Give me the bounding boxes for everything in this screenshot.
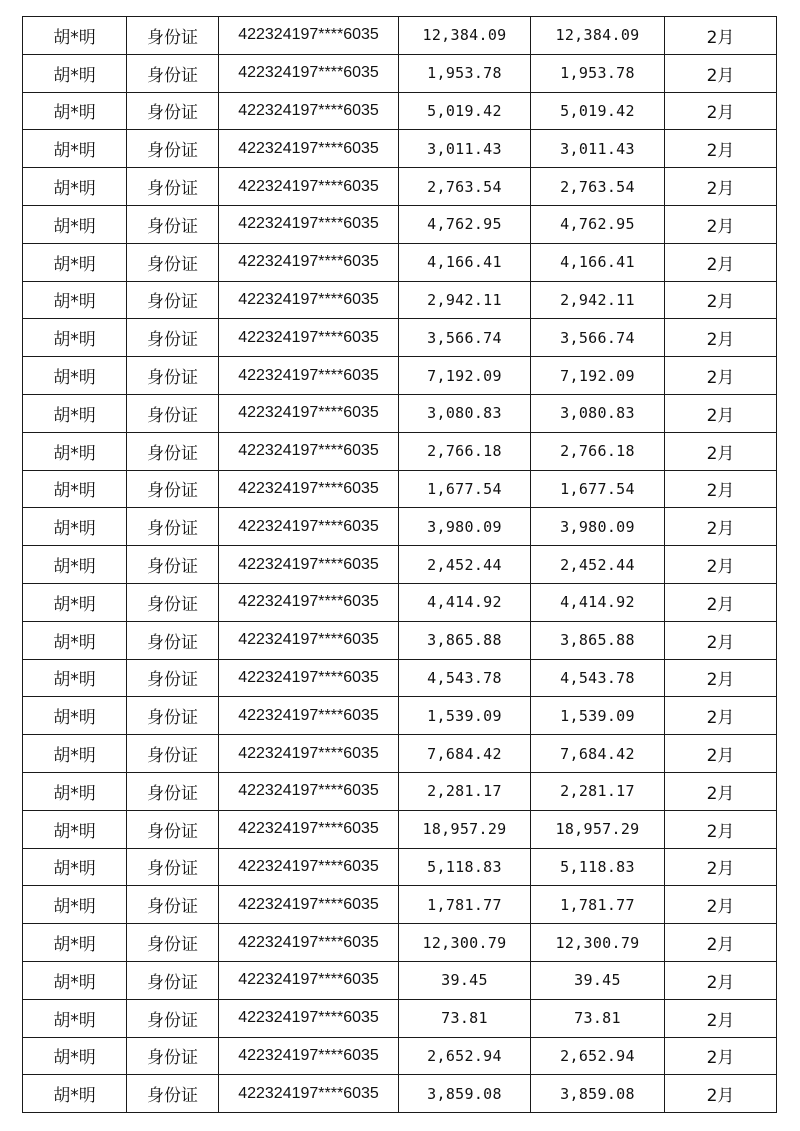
name-cell: 胡*明 — [23, 470, 127, 508]
amount-cell: 2,652.94 — [531, 1037, 665, 1075]
id-type-cell: 身份证 — [127, 470, 219, 508]
id-number-cell: 422324197****6035 — [219, 697, 399, 735]
amount-cell: 3,980.09 — [399, 508, 531, 546]
id-type-cell: 身份证 — [127, 1037, 219, 1075]
amount-cell: 2,763.54 — [531, 168, 665, 206]
month-cell: 2月 — [665, 961, 777, 999]
month-cell: 2月 — [665, 281, 777, 319]
table-row — [23, 168, 777, 206]
amount-cell: 1,953.78 — [531, 54, 665, 92]
amount-cell: 3,566.74 — [399, 319, 531, 357]
amount-cell: 5,118.83 — [399, 848, 531, 886]
id-type-cell: 身份证 — [127, 281, 219, 319]
amount-cell: 73.81 — [531, 999, 665, 1037]
amount-cell: 4,543.78 — [399, 659, 531, 697]
table-row — [23, 886, 777, 924]
table-row — [23, 1075, 777, 1113]
month-cell: 2月 — [665, 17, 777, 55]
id-type-cell: 身份证 — [127, 697, 219, 735]
id-type-cell: 身份证 — [127, 508, 219, 546]
amount-cell: 2,942.11 — [531, 281, 665, 319]
name-cell: 胡*明 — [23, 54, 127, 92]
id-number-cell: 422324197****6035 — [219, 659, 399, 697]
id-type-cell: 身份证 — [127, 546, 219, 584]
table-row — [23, 659, 777, 697]
id-number-cell: 422324197****6035 — [219, 848, 399, 886]
amount-cell: 1,677.54 — [531, 470, 665, 508]
table-row — [23, 394, 777, 432]
month-cell: 2月 — [665, 168, 777, 206]
name-cell: 胡*明 — [23, 924, 127, 962]
table-row — [23, 17, 777, 55]
table-row — [23, 848, 777, 886]
amount-cell: 3,011.43 — [399, 130, 531, 168]
month-cell: 2月 — [665, 54, 777, 92]
id-type-cell: 身份证 — [127, 810, 219, 848]
amount-cell: 18,957.29 — [531, 810, 665, 848]
table-row — [23, 1037, 777, 1075]
amount-cell: 2,766.18 — [399, 432, 531, 470]
amount-cell: 4,762.95 — [531, 205, 665, 243]
id-number-cell: 422324197****6035 — [219, 205, 399, 243]
table-row — [23, 281, 777, 319]
month-cell: 2月 — [665, 697, 777, 735]
name-cell: 胡*明 — [23, 621, 127, 659]
id-type-cell: 身份证 — [127, 886, 219, 924]
id-type-cell: 身份证 — [127, 357, 219, 395]
amount-cell: 1,781.77 — [531, 886, 665, 924]
amount-cell: 4,414.92 — [531, 583, 665, 621]
id-number-cell: 422324197****6035 — [219, 243, 399, 281]
name-cell: 胡*明 — [23, 281, 127, 319]
amount-cell: 5,019.42 — [531, 92, 665, 130]
name-cell: 胡*明 — [23, 17, 127, 55]
amount-cell: 12,384.09 — [531, 17, 665, 55]
table-row — [23, 735, 777, 773]
amount-cell: 12,300.79 — [531, 924, 665, 962]
month-cell: 2月 — [665, 999, 777, 1037]
amount-cell: 2,281.17 — [399, 772, 531, 810]
name-cell: 胡*明 — [23, 432, 127, 470]
table-row — [23, 508, 777, 546]
name-cell: 胡*明 — [23, 1037, 127, 1075]
id-type-cell: 身份证 — [127, 621, 219, 659]
amount-cell: 39.45 — [531, 961, 665, 999]
id-type-cell: 身份证 — [127, 924, 219, 962]
amount-cell: 3,859.08 — [399, 1075, 531, 1113]
table-row — [23, 772, 777, 810]
id-type-cell: 身份证 — [127, 772, 219, 810]
table-row — [23, 54, 777, 92]
amount-cell: 4,543.78 — [531, 659, 665, 697]
amount-cell: 1,781.77 — [399, 886, 531, 924]
id-number-cell: 422324197****6035 — [219, 92, 399, 130]
name-cell: 胡*明 — [23, 394, 127, 432]
amount-cell: 3,566.74 — [531, 319, 665, 357]
name-cell: 胡*明 — [23, 205, 127, 243]
month-cell: 2月 — [665, 92, 777, 130]
month-cell: 2月 — [665, 1037, 777, 1075]
month-cell: 2月 — [665, 546, 777, 584]
id-number-cell: 422324197****6035 — [219, 432, 399, 470]
table-row — [23, 621, 777, 659]
id-number-cell: 422324197****6035 — [219, 508, 399, 546]
month-cell: 2月 — [665, 810, 777, 848]
amount-cell: 3,865.88 — [399, 621, 531, 659]
id-number-cell: 422324197****6035 — [219, 168, 399, 206]
id-type-cell: 身份证 — [127, 659, 219, 697]
amount-cell: 3,080.83 — [399, 394, 531, 432]
id-number-cell: 422324197****6035 — [219, 1075, 399, 1113]
amount-cell: 7,684.42 — [531, 735, 665, 773]
name-cell: 胡*明 — [23, 357, 127, 395]
name-cell: 胡*明 — [23, 546, 127, 584]
id-number-cell: 422324197****6035 — [219, 281, 399, 319]
id-number-cell: 422324197****6035 — [219, 961, 399, 999]
table-row — [23, 357, 777, 395]
table-row — [23, 205, 777, 243]
name-cell: 胡*明 — [23, 697, 127, 735]
month-cell: 2月 — [665, 470, 777, 508]
name-cell: 胡*明 — [23, 508, 127, 546]
month-cell: 2月 — [665, 583, 777, 621]
name-cell: 胡*明 — [23, 735, 127, 773]
month-cell: 2月 — [665, 1075, 777, 1113]
table-row — [23, 92, 777, 130]
amount-cell: 2,766.18 — [531, 432, 665, 470]
id-type-cell: 身份证 — [127, 319, 219, 357]
name-cell: 胡*明 — [23, 583, 127, 621]
id-type-cell: 身份证 — [127, 17, 219, 55]
amount-cell: 3,080.83 — [531, 394, 665, 432]
month-cell: 2月 — [665, 130, 777, 168]
name-cell: 胡*明 — [23, 810, 127, 848]
table-row — [23, 243, 777, 281]
id-number-cell: 422324197****6035 — [219, 17, 399, 55]
month-cell: 2月 — [665, 735, 777, 773]
id-type-cell: 身份证 — [127, 243, 219, 281]
id-type-cell: 身份证 — [127, 54, 219, 92]
amount-cell: 2,942.11 — [399, 281, 531, 319]
amount-cell: 2,452.44 — [399, 546, 531, 584]
id-number-cell: 422324197****6035 — [219, 621, 399, 659]
month-cell: 2月 — [665, 924, 777, 962]
month-cell: 2月 — [665, 319, 777, 357]
amount-cell: 5,118.83 — [531, 848, 665, 886]
id-type-cell: 身份证 — [127, 432, 219, 470]
amount-cell: 2,763.54 — [399, 168, 531, 206]
month-cell: 2月 — [665, 394, 777, 432]
id-number-cell: 422324197****6035 — [219, 735, 399, 773]
id-type-cell: 身份证 — [127, 961, 219, 999]
name-cell: 胡*明 — [23, 92, 127, 130]
amount-cell: 1,539.09 — [399, 697, 531, 735]
amount-cell: 3,865.88 — [531, 621, 665, 659]
month-cell: 2月 — [665, 243, 777, 281]
id-number-cell: 422324197****6035 — [219, 319, 399, 357]
name-cell: 胡*明 — [23, 130, 127, 168]
name-cell: 胡*明 — [23, 319, 127, 357]
id-number-cell: 422324197****6035 — [219, 394, 399, 432]
id-number-cell: 422324197****6035 — [219, 924, 399, 962]
id-type-cell: 身份证 — [127, 1075, 219, 1113]
amount-cell: 2,652.94 — [399, 1037, 531, 1075]
amount-cell: 3,011.43 — [531, 130, 665, 168]
amount-cell: 4,166.41 — [399, 243, 531, 281]
month-cell: 2月 — [665, 357, 777, 395]
name-cell: 胡*明 — [23, 886, 127, 924]
id-number-cell: 422324197****6035 — [219, 1037, 399, 1075]
name-cell: 胡*明 — [23, 848, 127, 886]
records-table — [22, 16, 777, 1113]
amount-cell: 12,384.09 — [399, 17, 531, 55]
name-cell: 胡*明 — [23, 772, 127, 810]
amount-cell: 4,414.92 — [399, 583, 531, 621]
amount-cell: 2,452.44 — [531, 546, 665, 584]
name-cell: 胡*明 — [23, 168, 127, 206]
id-number-cell: 422324197****6035 — [219, 810, 399, 848]
amount-cell: 1,677.54 — [399, 470, 531, 508]
table-row — [23, 432, 777, 470]
id-type-cell: 身份证 — [127, 735, 219, 773]
id-number-cell: 422324197****6035 — [219, 772, 399, 810]
id-type-cell: 身份证 — [127, 848, 219, 886]
amount-cell: 4,166.41 — [531, 243, 665, 281]
id-type-cell: 身份证 — [127, 168, 219, 206]
name-cell: 胡*明 — [23, 999, 127, 1037]
amount-cell: 73.81 — [399, 999, 531, 1037]
id-type-cell: 身份证 — [127, 92, 219, 130]
amount-cell: 12,300.79 — [399, 924, 531, 962]
amount-cell: 39.45 — [399, 961, 531, 999]
table-row — [23, 697, 777, 735]
table-row — [23, 130, 777, 168]
table-row — [23, 810, 777, 848]
id-type-cell: 身份证 — [127, 394, 219, 432]
amount-cell: 7,684.42 — [399, 735, 531, 773]
id-type-cell: 身份证 — [127, 205, 219, 243]
month-cell: 2月 — [665, 886, 777, 924]
records-table-body — [23, 17, 777, 1113]
amount-cell: 18,957.29 — [399, 810, 531, 848]
table-row — [23, 470, 777, 508]
name-cell: 胡*明 — [23, 1075, 127, 1113]
id-number-cell: 422324197****6035 — [219, 886, 399, 924]
table-row — [23, 319, 777, 357]
month-cell: 2月 — [665, 621, 777, 659]
amount-cell: 2,281.17 — [531, 772, 665, 810]
name-cell: 胡*明 — [23, 961, 127, 999]
amount-cell: 3,980.09 — [531, 508, 665, 546]
id-number-cell: 422324197****6035 — [219, 999, 399, 1037]
month-cell: 2月 — [665, 659, 777, 697]
month-cell: 2月 — [665, 432, 777, 470]
table-row — [23, 999, 777, 1037]
month-cell: 2月 — [665, 848, 777, 886]
month-cell: 2月 — [665, 205, 777, 243]
month-cell: 2月 — [665, 772, 777, 810]
id-number-cell: 422324197****6035 — [219, 130, 399, 168]
id-type-cell: 身份证 — [127, 999, 219, 1037]
id-type-cell: 身份证 — [127, 583, 219, 621]
amount-cell: 5,019.42 — [399, 92, 531, 130]
id-number-cell: 422324197****6035 — [219, 546, 399, 584]
name-cell: 胡*明 — [23, 243, 127, 281]
table-row — [23, 961, 777, 999]
amount-cell: 4,762.95 — [399, 205, 531, 243]
id-number-cell: 422324197****6035 — [219, 583, 399, 621]
table-row — [23, 546, 777, 584]
amount-cell: 1,539.09 — [531, 697, 665, 735]
id-type-cell: 身份证 — [127, 130, 219, 168]
id-number-cell: 422324197****6035 — [219, 357, 399, 395]
month-cell: 2月 — [665, 508, 777, 546]
name-cell: 胡*明 — [23, 659, 127, 697]
amount-cell: 3,859.08 — [531, 1075, 665, 1113]
amount-cell: 7,192.09 — [399, 357, 531, 395]
table-row — [23, 924, 777, 962]
amount-cell: 1,953.78 — [399, 54, 531, 92]
id-number-cell: 422324197****6035 — [219, 54, 399, 92]
id-number-cell: 422324197****6035 — [219, 470, 399, 508]
table-row — [23, 583, 777, 621]
amount-cell: 7,192.09 — [531, 357, 665, 395]
